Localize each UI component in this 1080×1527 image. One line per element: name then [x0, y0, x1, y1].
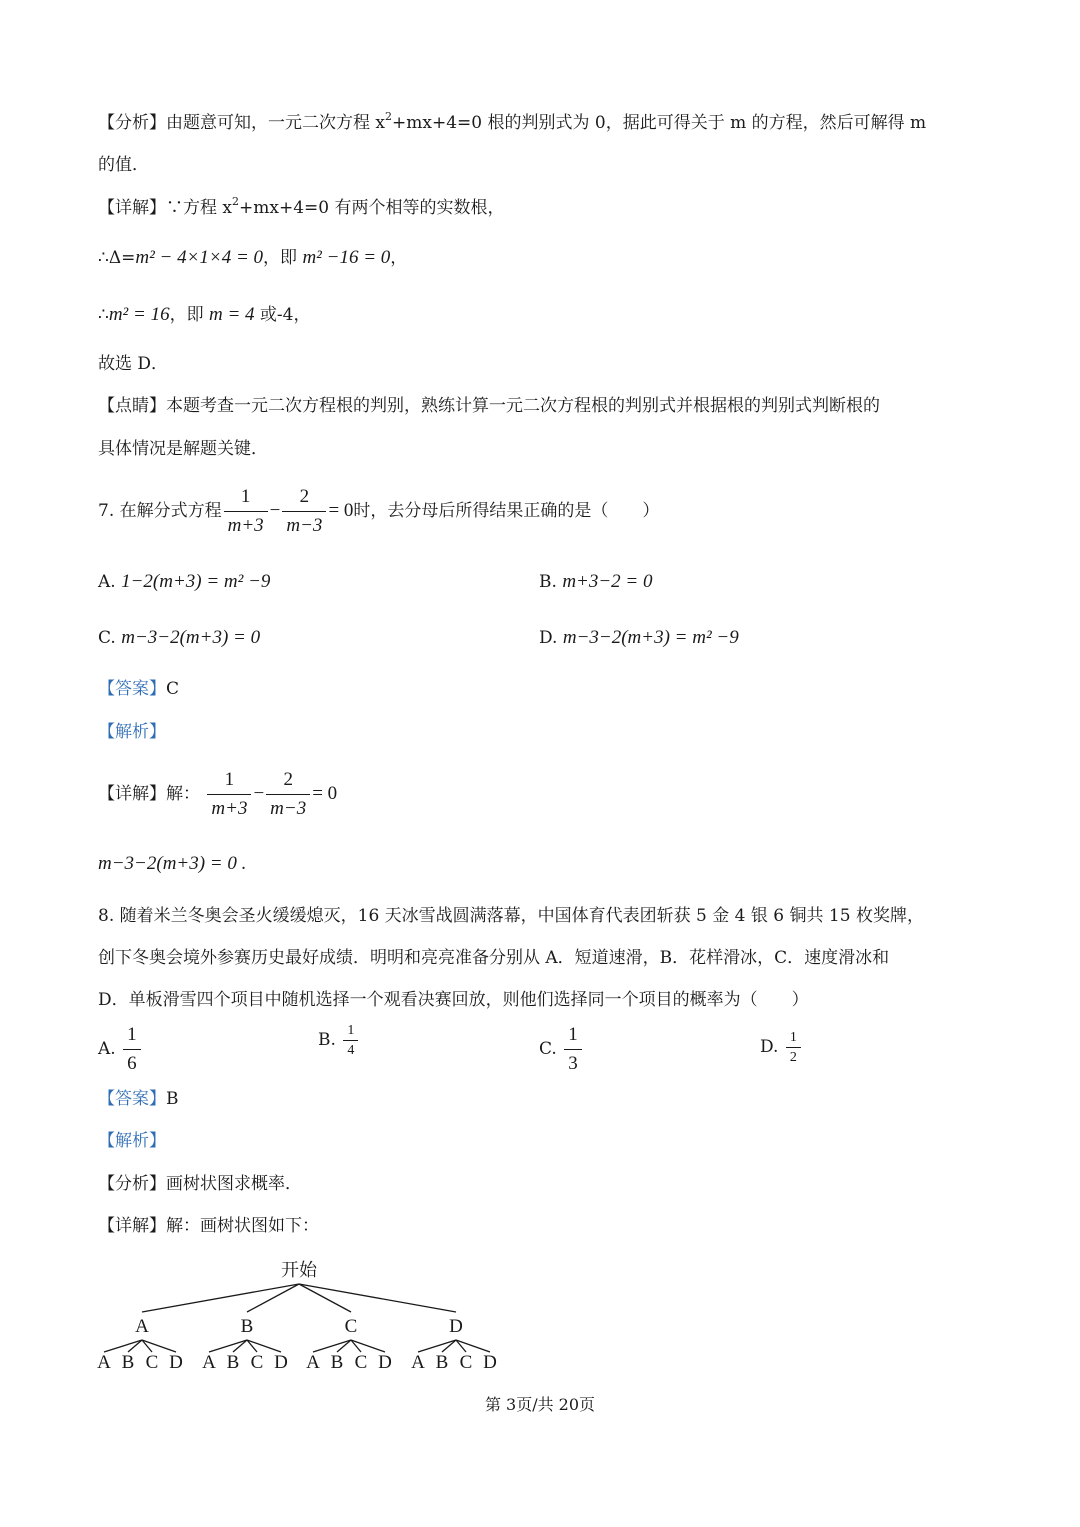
step1-end: ，	[390, 248, 408, 268]
option-fraction	[564, 1023, 582, 1076]
step2-equation: m² = 16	[108, 304, 170, 325]
fraction-numerator: 2	[282, 485, 326, 512]
answer-tag: 【答案】	[98, 679, 166, 699]
q7-option-a	[98, 570, 270, 594]
q7-explain-tag: 【解析】	[98, 722, 166, 742]
tree-leaf-label: A	[202, 1352, 216, 1373]
fraction-numerator: 1	[343, 1023, 358, 1041]
tree-leaf-label: A	[97, 1352, 111, 1373]
q8-stem-line-2: 创下冬奥会境外参赛历史最好成绩．明明和亮亮准备分别从 A．短道速滑，B．花样滑冰，C．速度滑冰和	[98, 948, 890, 968]
q7-fraction-1	[224, 485, 268, 538]
tree-leaf-label: C	[459, 1352, 473, 1373]
step1-equation: m² − 4×1×4 = 0	[135, 247, 264, 268]
review-line-1	[98, 394, 880, 418]
discriminant-step	[98, 246, 407, 270]
answer-value: C	[166, 679, 180, 699]
tree-leaf-label: B	[330, 1352, 344, 1373]
fraction-denominator: 2	[789, 1050, 797, 1065]
q8-explain-tag: 【解析】	[98, 1131, 166, 1151]
option-label: C.	[539, 1039, 557, 1059]
q7-fraction-2	[282, 485, 326, 538]
q8-analysis	[98, 1172, 302, 1196]
q7-option-c	[98, 626, 260, 650]
answer-value: B	[166, 1089, 179, 1109]
fraction-numerator: 1	[224, 485, 268, 512]
q8-option-d	[760, 1030, 803, 1065]
q7-stem	[98, 485, 659, 538]
review-tag: 【点睛】	[98, 396, 166, 416]
option-expression: m−3−2(m+3) = 0	[121, 627, 261, 648]
detail-text-2: +mx+4=0 有两个相等的实数根，	[239, 198, 505, 218]
q8-option-c	[539, 1023, 584, 1076]
step2-prefix: ∴	[98, 305, 109, 325]
tree-root: 开始	[281, 1260, 317, 1281]
q7-detail-fraction-1	[207, 768, 251, 821]
q8-option-b	[318, 1023, 360, 1058]
analysis-line-2: 的值．	[98, 155, 149, 175]
fraction-denominator: 4	[347, 1043, 355, 1058]
fraction-denominator: m+3	[227, 515, 264, 536]
square-exponent: 2	[232, 195, 239, 208]
tree-leaf-label: B	[121, 1352, 135, 1373]
fraction-denominator: m+3	[211, 798, 248, 819]
tree-leaf-label: C	[250, 1352, 264, 1373]
option-label: A.	[98, 1039, 116, 1059]
option-label: B.	[539, 572, 557, 592]
tree-leaf-label: C	[145, 1352, 159, 1373]
page-footer: 第 3页/共 20页	[484, 1395, 596, 1414]
minus-sign: −	[253, 783, 265, 804]
option-expression: m−3−2(m+3) = m² −9	[562, 627, 739, 648]
analysis-text-1: 由题意可知，一元二次方程 x	[166, 113, 385, 133]
option-fraction	[343, 1023, 358, 1058]
detail-text: 解：画树状图如下：	[166, 1216, 319, 1236]
q7-answer	[98, 677, 179, 701]
fraction-denominator: 6	[127, 1053, 137, 1074]
square-exponent: 2	[385, 110, 392, 123]
analysis-text-2: +mx+4=0 根的判别式为 0，据此可得关于 m 的方程，然后可解得 m	[392, 113, 927, 133]
tree-leaf-label: D	[274, 1352, 288, 1373]
fraction-numerator: 1	[207, 768, 251, 795]
tree-branch-label: C	[344, 1316, 358, 1337]
review-line-2: 具体情况是解题关键．	[98, 439, 268, 459]
detail-prefix: 解：	[166, 784, 200, 804]
option-label: B.	[318, 1030, 336, 1050]
solution-step	[98, 303, 311, 327]
review-text-1: 本题考查一元二次方程根的判别，熟练计算一元二次方程根的判别式并根据根的判别式判断根的	[166, 396, 880, 416]
tree-leaf-label: A	[306, 1352, 320, 1373]
tree-leaf-line	[418, 1340, 456, 1352]
tree-labels	[97, 1316, 497, 1373]
analysis-line-1	[98, 111, 926, 135]
detail-tag: 【详解】	[98, 784, 166, 804]
tree-leaf-label: D	[483, 1352, 497, 1373]
option-label: D.	[760, 1037, 779, 1057]
option-label: A.	[98, 572, 116, 592]
choose-line: 故选 D．	[98, 354, 169, 374]
analysis-tag: 【分析】	[98, 113, 166, 133]
step1-equation-2: m² −16 = 0	[302, 247, 391, 268]
fraction-denominator: 3	[568, 1053, 578, 1074]
step1-mid: ，即	[263, 248, 303, 268]
tree-branch-label: B	[240, 1316, 254, 1337]
equals-zero: = 0	[328, 500, 354, 521]
q7-option-d	[539, 626, 739, 650]
tree-branch-line	[142, 1284, 299, 1312]
tree-leaf-label: A	[411, 1352, 425, 1373]
step2-mid: ，即	[169, 305, 209, 325]
q7-detail-fraction-2	[266, 768, 310, 821]
analysis-text: 画树状图求概率．	[166, 1174, 302, 1194]
fraction-denominator: m−3	[270, 798, 307, 819]
option-label: C.	[98, 628, 116, 648]
tree-leaf-line	[104, 1340, 142, 1352]
tree-leaf-label: D	[378, 1352, 392, 1373]
fraction-numerator: 1	[123, 1023, 141, 1050]
tree-branch-label: A	[135, 1316, 149, 1337]
fraction-denominator: m−3	[286, 515, 323, 536]
detail-tag: 【详解】	[98, 1216, 166, 1236]
q7-stem-suffix: 时，去分母后所得结果正确的是（ ）	[353, 501, 660, 521]
step1-prefix: ∴Δ=	[98, 248, 136, 268]
q8-stem-line-3: D．单板滑雪四个项目中随机选择一个观看决赛回放，则他们选择同一个项目的概率为（ ）	[98, 990, 809, 1010]
tree-branch-line	[299, 1284, 456, 1312]
minus-sign: −	[269, 500, 281, 521]
q7-detail	[98, 768, 337, 821]
fraction-numerator: 2	[266, 768, 310, 795]
tree-leaf-line	[209, 1340, 247, 1352]
tree-leaf-line	[313, 1340, 351, 1352]
option-fraction	[123, 1023, 141, 1076]
answer-tag: 【答案】	[98, 1089, 166, 1109]
q8-option-a	[98, 1023, 143, 1076]
option-expression: 1−2(m+3) = m² −9	[121, 571, 271, 592]
analysis-tag: 【分析】	[98, 1174, 166, 1194]
detail-text-1: ∵方程 x	[166, 198, 232, 218]
step2-equation-2: m = 4	[208, 304, 255, 325]
tree-leaf-label: B	[226, 1352, 240, 1373]
step2-end: 或-4，	[254, 305, 311, 325]
option-label: D.	[539, 628, 558, 648]
q7-option-b	[539, 570, 653, 594]
equals-zero: = 0	[312, 783, 338, 804]
fraction-numerator: 1	[564, 1023, 582, 1050]
detail-tag: 【详解】	[98, 198, 166, 218]
detail-line-1	[98, 196, 504, 220]
q8-stem-line-1: 8. 随着米兰冬奥会圣火缓缓熄灭，16 天冰雪战圆满落幕，中国体育代表团斩获 5 金 4 银 6 铜共 15 枚奖牌，	[98, 906, 924, 926]
q8-answer	[98, 1087, 179, 1111]
tree-leaf-label: B	[435, 1352, 449, 1373]
tree-leaf-label: C	[354, 1352, 368, 1373]
tree-leaf-label: D	[169, 1352, 183, 1373]
q7-result: m−3−2(m+3) = 0 .	[98, 853, 247, 874]
q7-stem-prefix: 7. 在解分式方程	[98, 501, 222, 521]
q8-detail	[98, 1214, 319, 1238]
option-fraction	[786, 1030, 801, 1065]
tree-branches	[104, 1284, 490, 1352]
fraction-numerator: 1	[786, 1030, 801, 1048]
tree-branch-label: D	[449, 1316, 463, 1337]
tree-diagram	[96, 1250, 516, 1375]
option-expression: m+3−2 = 0	[562, 571, 653, 592]
